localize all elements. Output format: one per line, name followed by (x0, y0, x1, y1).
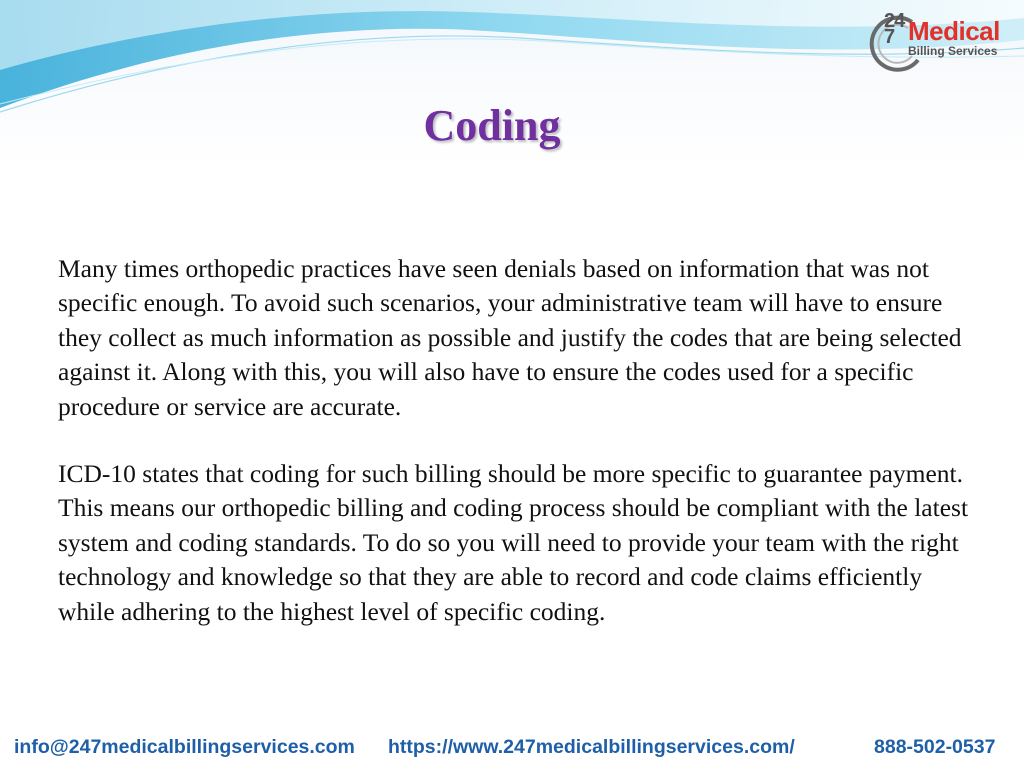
footer-contact-bar (0, 732, 1024, 762)
slide-title: Coding (423, 101, 561, 150)
footer-phone-link[interactable]: 888-502-0537 (874, 736, 996, 758)
logo-number: 24 7 (884, 10, 905, 48)
logo-tagline: Billing Services (908, 44, 998, 58)
footer-website-link[interactable]: https://www.247medicalbillingservices.com/ (388, 736, 795, 758)
paragraph-icd10: ICD-10 states that coding for such billing should be more specific to guarantee payment. This means our orthopedic billing and coding process should be compliant with the latest system and coding standards. To do so you will need to provide your team with the right technology and knowledge so that they are able to record and code claims efficiently while adhering to the highest level of specific coding. (58, 459, 969, 626)
footer-email-link[interactable]: info@247medicalbillingservices.com (14, 736, 355, 758)
company-logo (868, 10, 1018, 76)
body-content (58, 252, 978, 662)
logo-brand: Medical (908, 16, 1000, 46)
paragraph-denials: Many times orthopedic practices have seen denials based on information that was not specific enough. To avoid such scenarios, your administrative team will have to ensure they collect as much information as possible and justify the codes that are being selected against it. Along with this, you will also have to ensure the codes used for a specific procedure or service are accurate. (58, 254, 962, 421)
